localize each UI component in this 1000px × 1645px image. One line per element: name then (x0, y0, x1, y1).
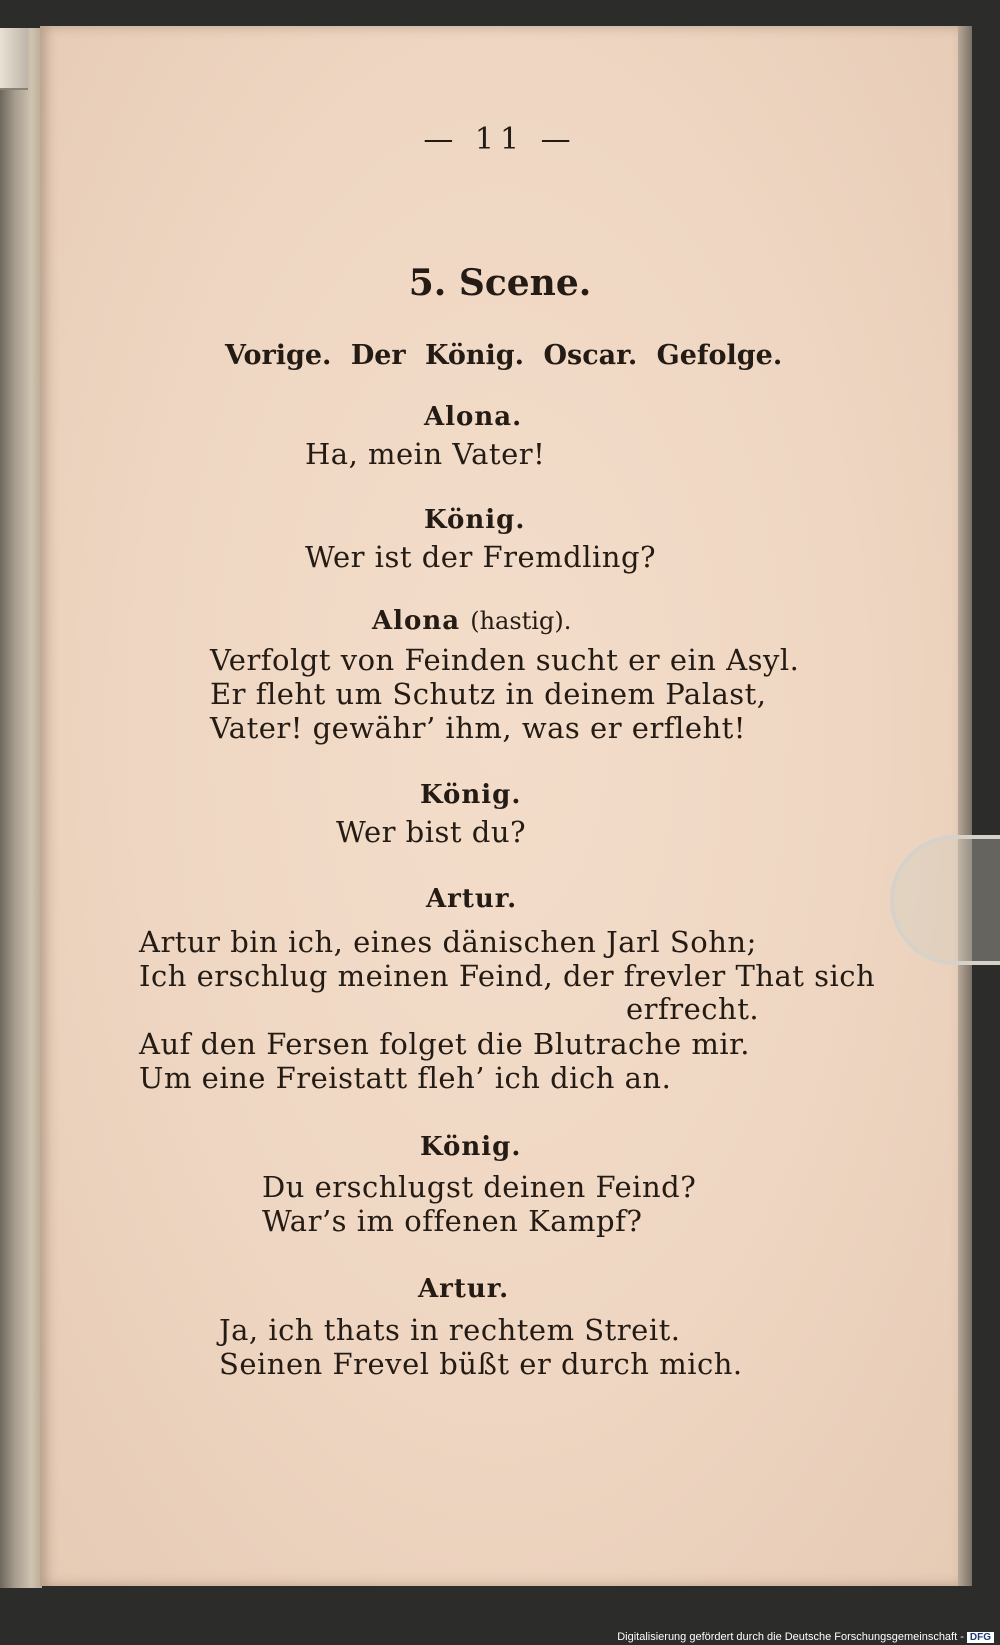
verse-line: Verfolgt von Feinden sucht er ein Asyl. (210, 643, 800, 677)
speaker-name: Artur. (418, 1274, 510, 1304)
speaker-name: König. (424, 505, 526, 535)
digitization-credit (617, 1631, 994, 1643)
verse-line: Um eine Freistatt fleh’ ich dich an. (139, 1061, 672, 1095)
page-number: — 11 — (423, 122, 577, 157)
speaker-name (372, 606, 571, 636)
verse-line: Ich erschlug meinen Feind, der frevler That sich (139, 959, 876, 993)
verse-line: Ja, ich thats in rechtem Streit. (219, 1313, 681, 1347)
verse-line: Seinen Frevel büßt er durch mich. (219, 1347, 743, 1381)
verse-line: Du erschlugst deinen Feind? (262, 1170, 697, 1204)
verse-line: Auf den Fersen folget die Blutrache mir. (139, 1027, 751, 1061)
verse-line: Vater! gewähr’ ihm, was er erfleht! (210, 711, 746, 745)
verse-line: Wer bist du? (336, 815, 527, 849)
verse-line: Wer ist der Fremdling? (305, 540, 657, 574)
dramatis-personae: Vorige. Der König. Oscar. Gefolge. (225, 340, 783, 371)
verse-line: War’s im offenen Kampf? (262, 1204, 643, 1238)
verse-line: Artur bin ich, eines dänischen Jarl Sohn; (139, 925, 757, 959)
stage-direction: (hastig). (470, 607, 572, 635)
speaker-name: Alona. (424, 402, 523, 432)
credit-text: Digitalisierung gefördert durch die Deutsche Forschungsgemeinschaft - (617, 1631, 964, 1643)
speaker-name: König. (420, 1132, 522, 1162)
scene-title: 5. Scene. (408, 262, 592, 304)
book-binding (0, 28, 28, 90)
speaker-name: Artur. (426, 884, 518, 914)
dfg-logo: DFG (967, 1632, 994, 1643)
verse-line: Er fleht um Schutz in deinem Palast, (210, 677, 767, 711)
verse-line: Ha, mein Vater! (305, 437, 546, 471)
speaker-label: Alona (372, 606, 461, 636)
verse-line: erfrecht. (626, 992, 760, 1026)
page-right-edge (958, 26, 972, 1586)
speaker-name: König. (420, 780, 522, 810)
